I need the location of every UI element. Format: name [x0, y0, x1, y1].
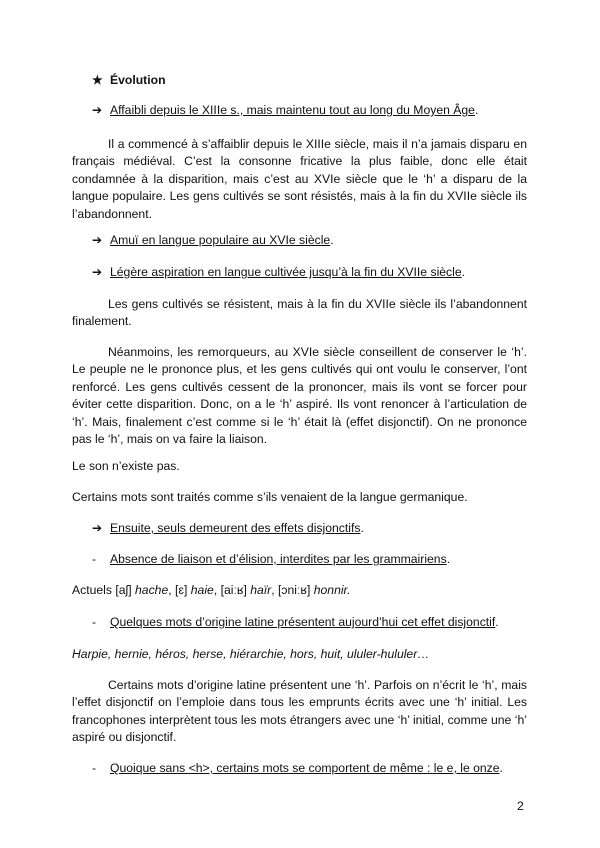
punctuation: . [499, 761, 503, 775]
dash-point [92, 614, 532, 631]
right-arrow-icon: ➔ [92, 103, 103, 117]
phonetic: , [ɔniːʁ] [271, 583, 314, 597]
right-arrow-icon: ➔ [92, 521, 103, 535]
heading-text: Évolution [110, 73, 166, 87]
arrow-point [92, 102, 532, 119]
punctuation: . [495, 615, 499, 629]
page-number: 2 [517, 799, 524, 813]
examples-line: Harpie, hernie, héros, herse, hiérarchie, hors, huit, ululer-hululer… [72, 647, 430, 661]
point-text: Ensuite, seuls demeurent des effets disjonctifs [110, 521, 361, 535]
point-text: Légère aspiration en langue cultivée jusqu’à la fin du XVIIe siècle [110, 265, 462, 279]
dash-point [92, 551, 532, 568]
right-arrow-icon: ➔ [92, 265, 103, 279]
point-text: Amuï en langue populaire au XVIe siècle [110, 233, 331, 247]
point-text: Quoique sans <h>, certains mots se comportent de même : le e, le onze [110, 761, 500, 775]
point-text: Absence de liaison et d’élision, interdites par les grammairiens [110, 552, 447, 566]
punctuation: . [330, 233, 334, 247]
right-arrow-icon: ➔ [92, 233, 103, 247]
punctuation: . [461, 265, 466, 279]
example-word: honnir. [313, 583, 351, 597]
phonetic: [aʃ] [115, 583, 136, 597]
paragraph: Il a commencé à s’affaiblir depuis le XIIIe siècle, mais il n’a jamais disparu en français médiéval. C’est la consonne fricative la plus faible, donc elle était condamnée à la disparition, mais c’est au XVIe siècle que le ‘h’ a disparu de la langue populaire. Les gens cultivés se sont résistés, mais à la fin du XVIIe siècle ils l’abandonnent. [72, 137, 527, 221]
text-line: Le son n’existe pas. [72, 459, 180, 473]
example-word: haïr [250, 583, 272, 597]
section-heading [92, 72, 166, 89]
phonetic: , [ɛ] [168, 583, 191, 597]
text-line: Certains mots sont traités comme s’ils venaient de la langue germanique. [72, 490, 468, 504]
example-word: hache [135, 583, 169, 597]
example-word: haie [190, 583, 214, 597]
dash-marker: - [92, 552, 97, 566]
star-icon: ★ [92, 73, 103, 87]
arrow-point [92, 232, 532, 249]
actuels-label: Actuels [72, 583, 116, 597]
arrow-point [92, 520, 532, 537]
punctuation: . [474, 103, 479, 117]
arrow-point [92, 264, 532, 281]
paragraph: Néanmoins, les remorqueurs, au XVIe siècle conseillent de conserver le ‘h’. Le peuple ne le prononce plus, et les gens cultivés qui ont voulu le conserver, l’ont renforcé. Les gens cultivés cessent de la prononcer, mais ils vont se forcer pour éviter cette disparition. Donc, on a le ‘h’ aspiré. Ils vont renoncer à l’articulation de ‘h’. Mais, finalement c’est comme si le ‘h’ était là (effet disjonctif). On ne prononce pas le ‘h’, mais on va faire la liaison. [72, 345, 527, 447]
phonetic: , [aiːʁ] [213, 583, 251, 597]
punctuation: . [360, 521, 364, 535]
paragraph: Les gens cultivés se résistent, mais à la fin du XVIIe siècle ils l’abandonnent finalement. [72, 297, 527, 329]
paragraph: Certains mots d’origine latine présentent une ‘h’. Parfois on n’écrit le ‘h’, mais l’effet disjonctif on l’emploie dans tous les emprunts écrits avec une ‘h’ initial. Les francophones interprètent tous les mots étrangers avec une ‘h’ initial, comme une ‘h’ aspiré ou disjonctif. [72, 678, 527, 745]
punctuation: . [446, 552, 451, 566]
dash-marker: - [92, 615, 97, 629]
point-text: Affaibli depuis le XIIIe s., mais maintenu tout au long du Moyen Âge [110, 103, 475, 117]
point-text: Quelques mots d’origine latine présentent aujourd’hui cet effet disjonctif [110, 615, 496, 629]
phonetic-line [72, 582, 527, 599]
dash-point [92, 760, 532, 777]
dash-marker: - [92, 761, 97, 775]
